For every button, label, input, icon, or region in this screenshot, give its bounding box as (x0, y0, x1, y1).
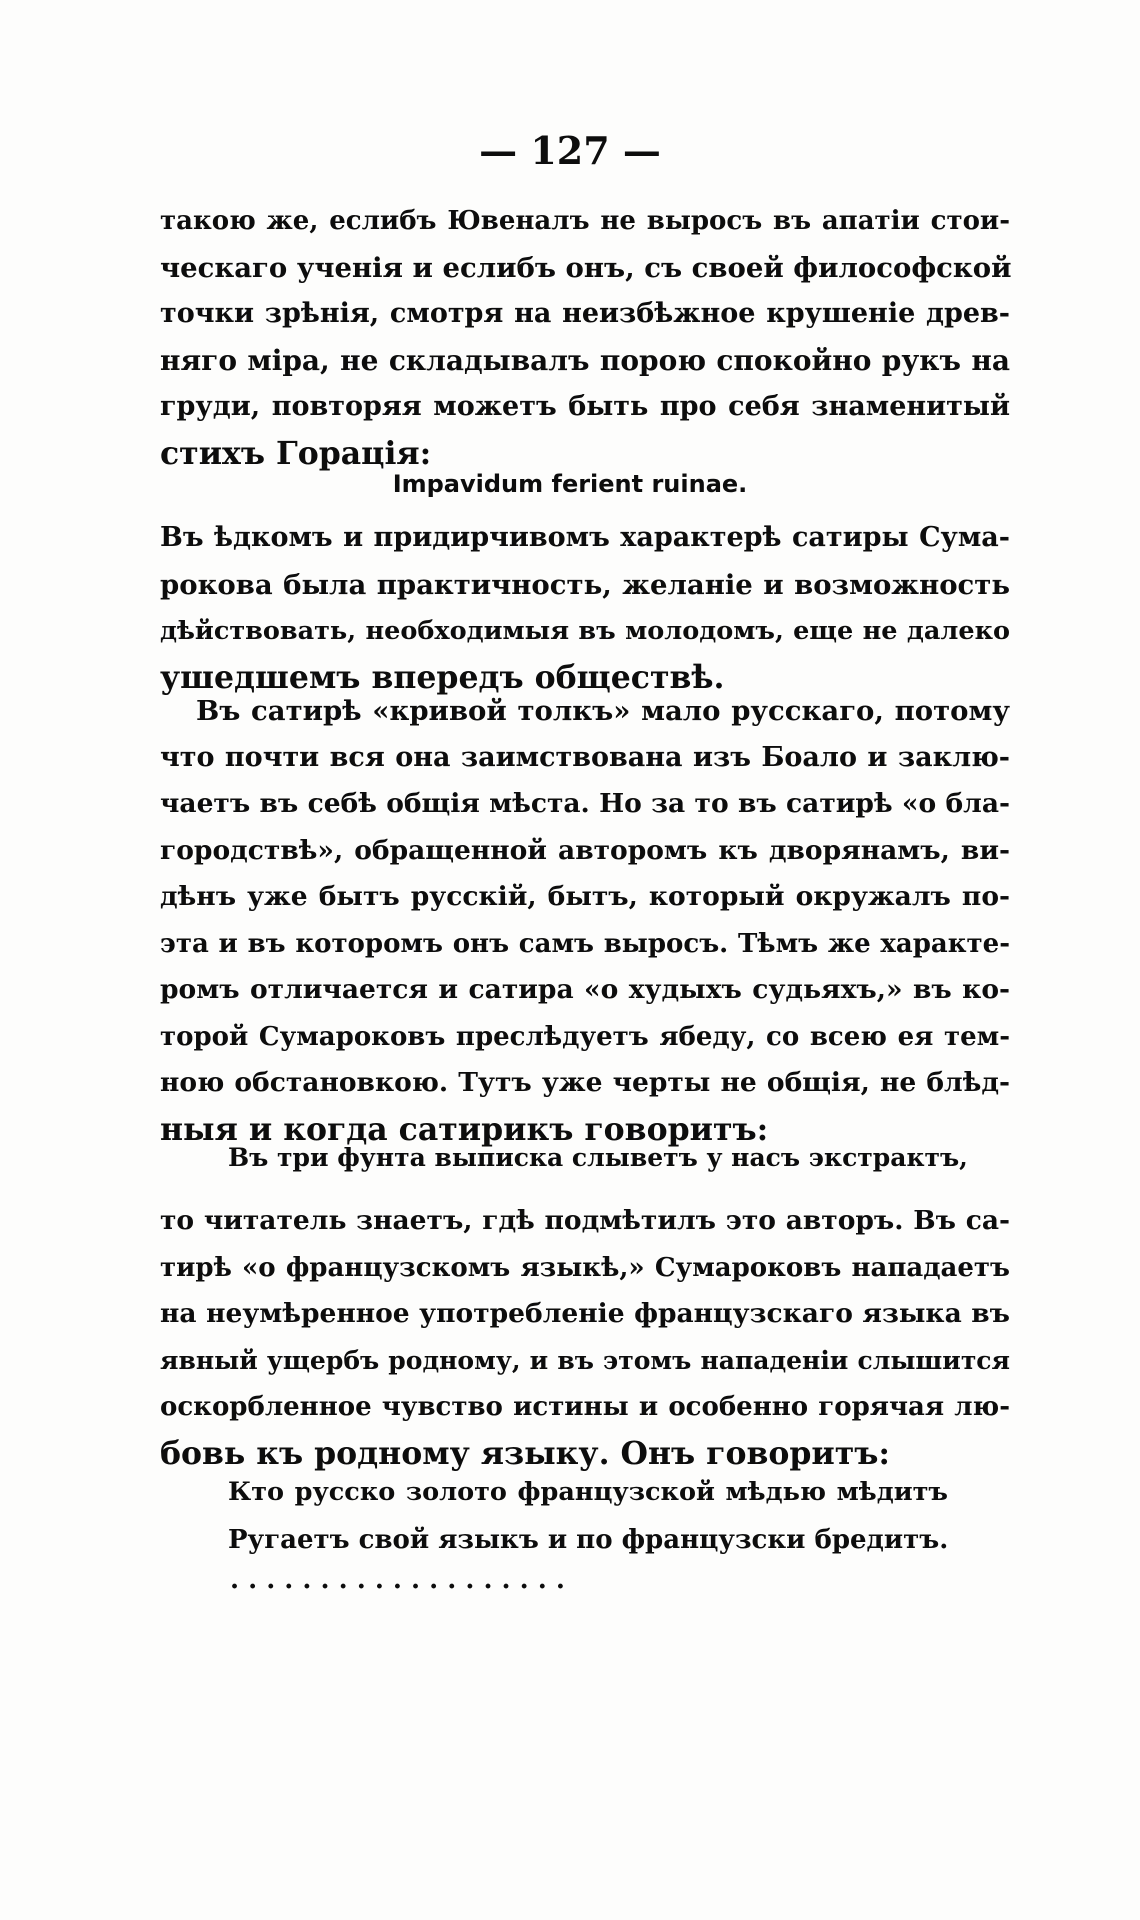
text-line: груди, повторяя можетъ быть про себя знаменитый (160, 391, 1010, 422)
paragraph-2 (160, 515, 1010, 701)
paragraph-3 (160, 688, 1010, 1153)
latin-quote: Impavidum ferient ruinae. (392, 470, 748, 498)
paragraph-4 (160, 1198, 1010, 1477)
text-line: Въ ѣдкомъ и придирчивомъ характерѣ сатиры Сума- (160, 522, 1010, 553)
text-line: тирѣ «о французскомъ языкѣ,» Сумароковъ нападаетъ (160, 1252, 1010, 1283)
text-line: дѣйствовать, необходимыя въ молодомъ, еще не далеко (160, 616, 1010, 646)
verse-line: Кто русско золото французской мѣдью мѣдитъ (228, 1477, 948, 1507)
text-line: стихъ Горація: (160, 434, 432, 472)
text-line: ною обстановкою. Тутъ уже черты не общія, не блѣд- (160, 1067, 1010, 1098)
text-line: ныя и когда сатирикъ говоритъ: (160, 1110, 769, 1148)
paragraph-1 (160, 198, 1010, 477)
ellipsis-line: . . . . . . . . . . . . . . . . . . . (230, 1565, 565, 1595)
page-number: — 127 — (479, 128, 661, 173)
text-line: точки зрѣнія, смотря на неизбѣжное крушеніе древ- (160, 298, 1010, 329)
text-line: Въ сатирѣ «кривой толкъ» мало русскаго, потому (196, 695, 1010, 727)
text-line: оскорбленное чувство истины и особенно горячая лю- (160, 1392, 1010, 1422)
text-line: ушедшемъ впередъ обществѣ. (160, 658, 725, 696)
text-line: бовь къ родному языку. Онъ говоритъ: (160, 1434, 891, 1472)
text-line: эта и въ которомъ онъ самъ выросъ. Тѣмъ же характе- (160, 928, 1010, 959)
text-line: чаетъ въ себѣ общія мѣста. Но за то въ сатирѣ «о бла- (160, 788, 1010, 819)
text-line: что почти вся она заимствована изъ Боало и заклю- (160, 741, 1010, 773)
text-line: дѣнъ уже бытъ русскій, бытъ, который окружалъ по- (160, 881, 1010, 912)
text-line: то читатель знаетъ, гдѣ подмѣтилъ это авторъ. Въ са- (160, 1205, 1010, 1236)
text-line: ромъ отличается и сатира «о худыхъ судьяхъ,» въ ко- (160, 974, 1010, 1005)
text-line: такою же, еслибъ Ювеналъ не выросъ въ апатіи стои- (160, 206, 1010, 236)
verse-quote (228, 1468, 948, 1564)
quote-verse-1: Въ три фунта выписка слыветъ у насъ экстрактъ, (228, 1143, 968, 1172)
verse-line: Ругаетъ свой языкъ и по французски бредитъ. (228, 1525, 949, 1555)
text-line: явный ущербъ родному, и въ этомъ нападеніи слышится (160, 1345, 1010, 1375)
text-line: няго міра, не складывалъ порою спокойно рукъ на (160, 343, 1010, 377)
text-line: торой Сумароковъ преслѣдуетъ ябеду, со всею ея тем- (160, 1021, 1010, 1052)
text-line: рокова была практичность, желаніе и возможность (160, 568, 1010, 601)
text-line: городствѣ», обращенной авторомъ къ дворянамъ, ви- (160, 834, 1010, 866)
text-line: ческаго ученія и еслибъ онъ, съ своей философской (160, 251, 1012, 284)
text-line: на неумѣренное употребленіе французскаго языка въ (160, 1298, 1010, 1329)
